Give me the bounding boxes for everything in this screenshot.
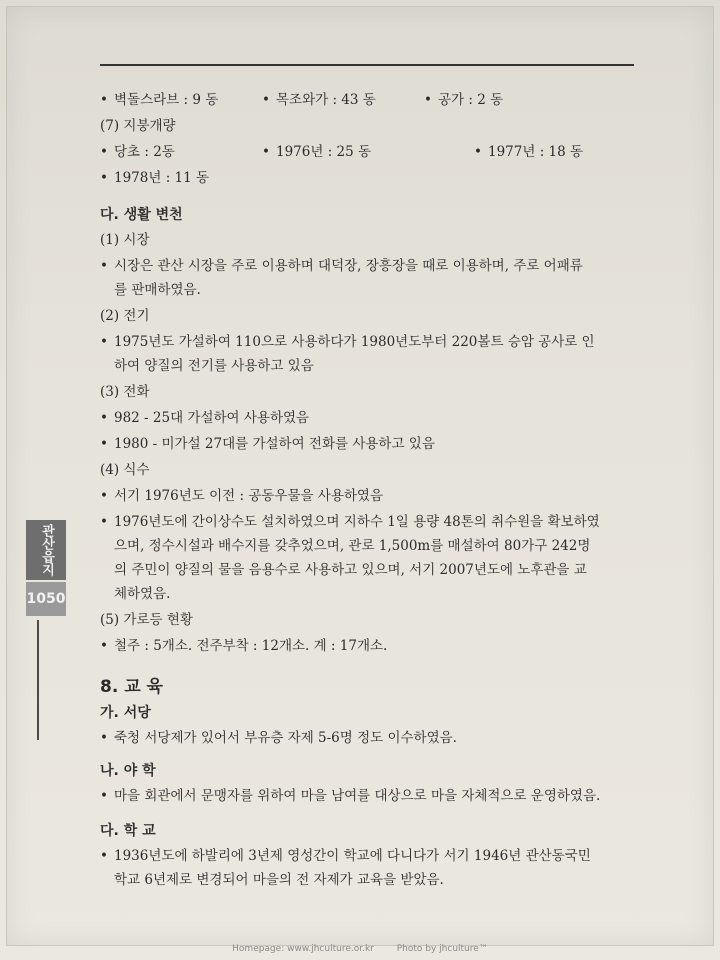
subsection-heading: 나. 야 학 xyxy=(100,763,156,779)
text-line: • 1980 - 미가설 27대를 가설하여 전화를 사용하고 있음 xyxy=(114,436,435,454)
text-line: • 1978년 : 11 동 xyxy=(114,170,209,188)
subsection-heading: 가. 서당 xyxy=(100,705,151,721)
text-line: • 벽돌스라브 : 9 동 xyxy=(114,92,218,110)
text-line: • 1975년도 가설하여 110으로 사용하다가 1980년도부터 220볼트 승암 공사로 인 xyxy=(114,334,595,352)
header-rule xyxy=(100,64,634,66)
text-line: • 죽청 서당제가 있어서 부유층 자제 5-6명 정도 이수하였음. xyxy=(114,730,457,748)
text-line: (2) 전기 xyxy=(100,308,150,324)
side-rule xyxy=(37,620,39,740)
text-line: (5) 가로등 현황 xyxy=(100,612,193,628)
text-line: • 공가 : 2 동 xyxy=(438,92,503,110)
text-line: • 1976년도에 간이상수도 설치하였으며 지하수 1일 용량 48톤의 취수원을 확보하였 xyxy=(114,514,600,532)
text-line: • 철주 : 5개소. 전주부착 : 12개소. 계 : 17개소. xyxy=(114,638,387,656)
text-line: (7) 지붕개량 xyxy=(100,118,176,134)
text-line: 의 주민이 양질의 물을 음용수로 사용하고 있으며, 서기 2007년도에 노후관을 교 xyxy=(114,562,587,578)
footer-homepage: Homepage: www.jhculture.or.kr xyxy=(232,944,374,954)
text-line: • 1977년 : 18 동 xyxy=(488,144,583,162)
text-line: • 목조와가 : 43 동 xyxy=(276,92,376,110)
text-line: 체하였음. xyxy=(114,586,171,602)
footer xyxy=(0,944,720,960)
side-tab-label: 관산읍지 xyxy=(26,520,66,580)
text-line: • 982 - 25대 가설하여 사용하였음 xyxy=(114,410,309,428)
subsection-heading: 다. 학 교 xyxy=(100,823,156,839)
text-line: (1) 시장 xyxy=(100,232,150,248)
subsection-heading: 다. 생활 변천 xyxy=(100,207,183,223)
side-tab xyxy=(26,520,66,620)
text-line: (4) 식수 xyxy=(100,462,150,478)
text-line: 하여 양질의 전기를 사용하고 있음 xyxy=(114,358,314,374)
section-heading: 8. 교 육 xyxy=(100,677,163,697)
text-line: • 마을 회관에서 문맹자를 위하여 마을 남여를 대상으로 마을 자체적으로 운영하였음. xyxy=(114,788,600,806)
text-line: • 1936년도에 하발리에 3년제 영성간이 학교에 다니다가 서기 1946년 관산동국민 xyxy=(114,848,591,866)
text-line: 으며, 정수시설과 배수지를 갖추었으며, 관로 1,500m를 매설하여 80가구 242명 xyxy=(114,538,591,554)
text-line: • 1976년 : 25 동 xyxy=(276,144,371,162)
footer-photo-credit: Photo by jhculture™ xyxy=(396,944,488,954)
text-line: 학교 6년제로 변경되어 마을의 전 자제가 교육을 받았음. xyxy=(114,872,444,888)
text-line: • 시장은 관산 시장을 주로 이용하며 대덕장, 장흥장을 때로 이용하며, 주로 어패류 xyxy=(114,258,583,276)
text-line: • 서기 1976년도 이전 : 공동우물을 사용하였음 xyxy=(114,488,383,506)
text-line: 를 판매하였음. xyxy=(114,282,201,298)
text-line: (3) 전화 xyxy=(100,384,150,400)
page-number: 1050 xyxy=(26,582,66,616)
text-line: • 당초 : 2동 xyxy=(114,144,175,162)
